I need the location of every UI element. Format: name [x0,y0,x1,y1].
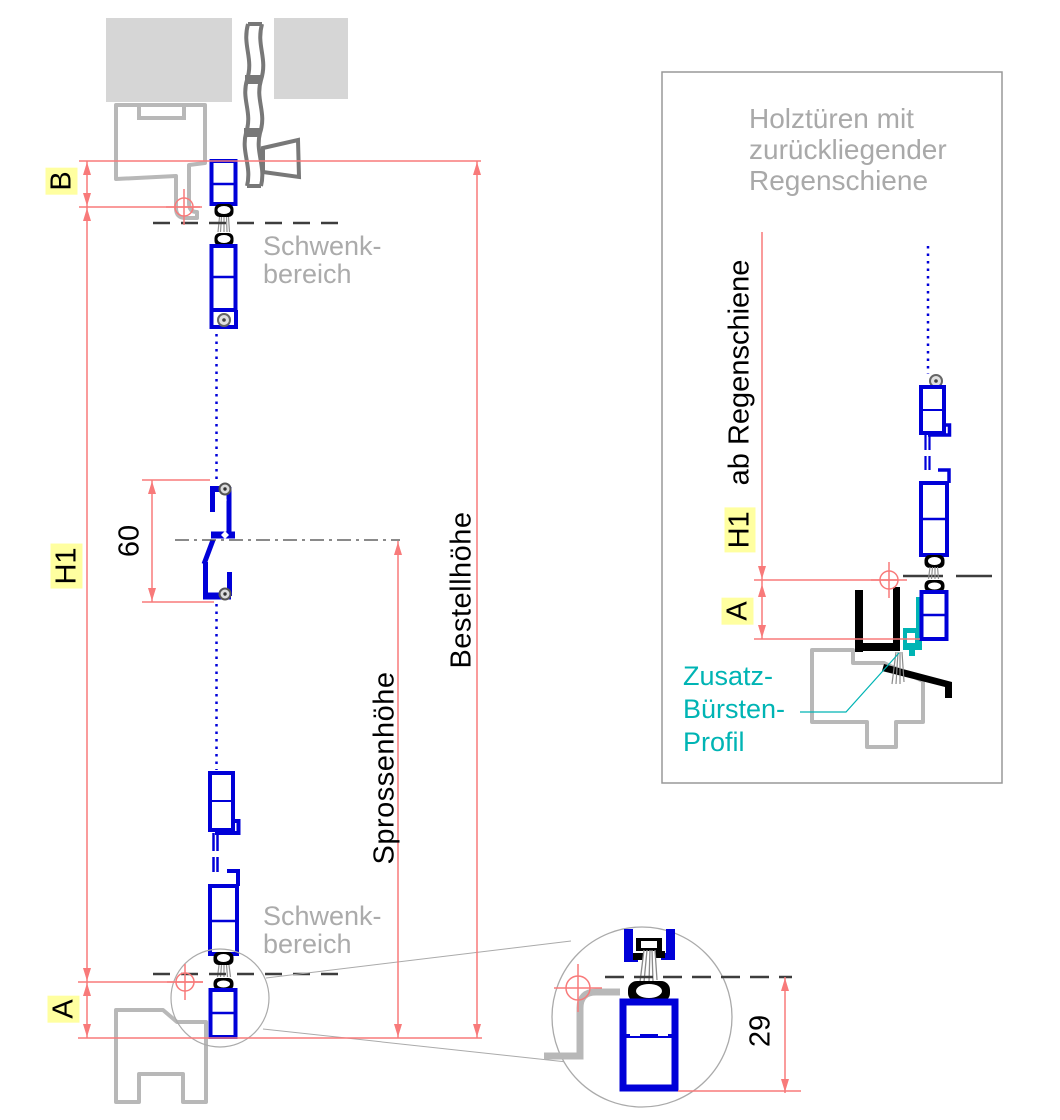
inset-title-line3: Regenschiene [749,165,929,196]
note-line2: Bürsten- [683,694,786,724]
inset-dim-label-h1 [724,260,757,553]
dim-label-a [48,995,81,1022]
inset-title-line2: zurückliegender [749,134,947,165]
inset-dim-label-a [722,597,755,624]
dim-label-h1 [51,543,84,588]
dim-label-a-text: A [48,995,80,1022]
note-line3: Profil [683,727,745,757]
zusatz-buersten-profil-note [683,660,785,759]
inset-title-line1: Holztüren mit [749,103,914,134]
inset-title [749,103,947,196]
top-profile-stack [211,161,236,327]
bestellhoehe-label: Bestellhöhe [445,511,478,669]
dim-label-b-text: B [46,167,78,194]
note-line1: Zusatz- [683,661,774,691]
sprossenhoehe-label: Sprossenhöhe [368,671,401,865]
sprosse-profile [203,484,235,600]
schwenkbereich-top-line1: Schwenk- [263,231,382,261]
schwenkbereich-bottom-line2: bereich [263,929,352,959]
pivot-crosshairs [166,189,907,1012]
inset-dim-h1-suffix: ab Regenschiene [723,259,756,486]
schwenkbereich-bottom-line1: Schwenk- [263,901,382,931]
dim-label-60: 60 [113,524,146,558]
pivot-dashed-lines [153,223,992,974]
wall-blocks [106,18,348,102]
schwenkbereich-top-line2: bereich [263,259,352,289]
dim-label-29: 29 [744,1014,777,1048]
schwenkbereich-top [263,232,382,288]
bottom-frame-profile [116,1010,206,1102]
inset-profile-stack [921,375,950,639]
dim-label-h1-text: H1 [51,543,83,588]
bottom-profile-stack [210,773,239,1037]
dim-label-b [46,167,79,194]
inset-dim-a-text: A [722,597,754,624]
inset-dim-h1-text: H1 [725,507,755,552]
dimension-lines [78,161,920,1093]
schwenkbereich-bottom [263,902,382,958]
